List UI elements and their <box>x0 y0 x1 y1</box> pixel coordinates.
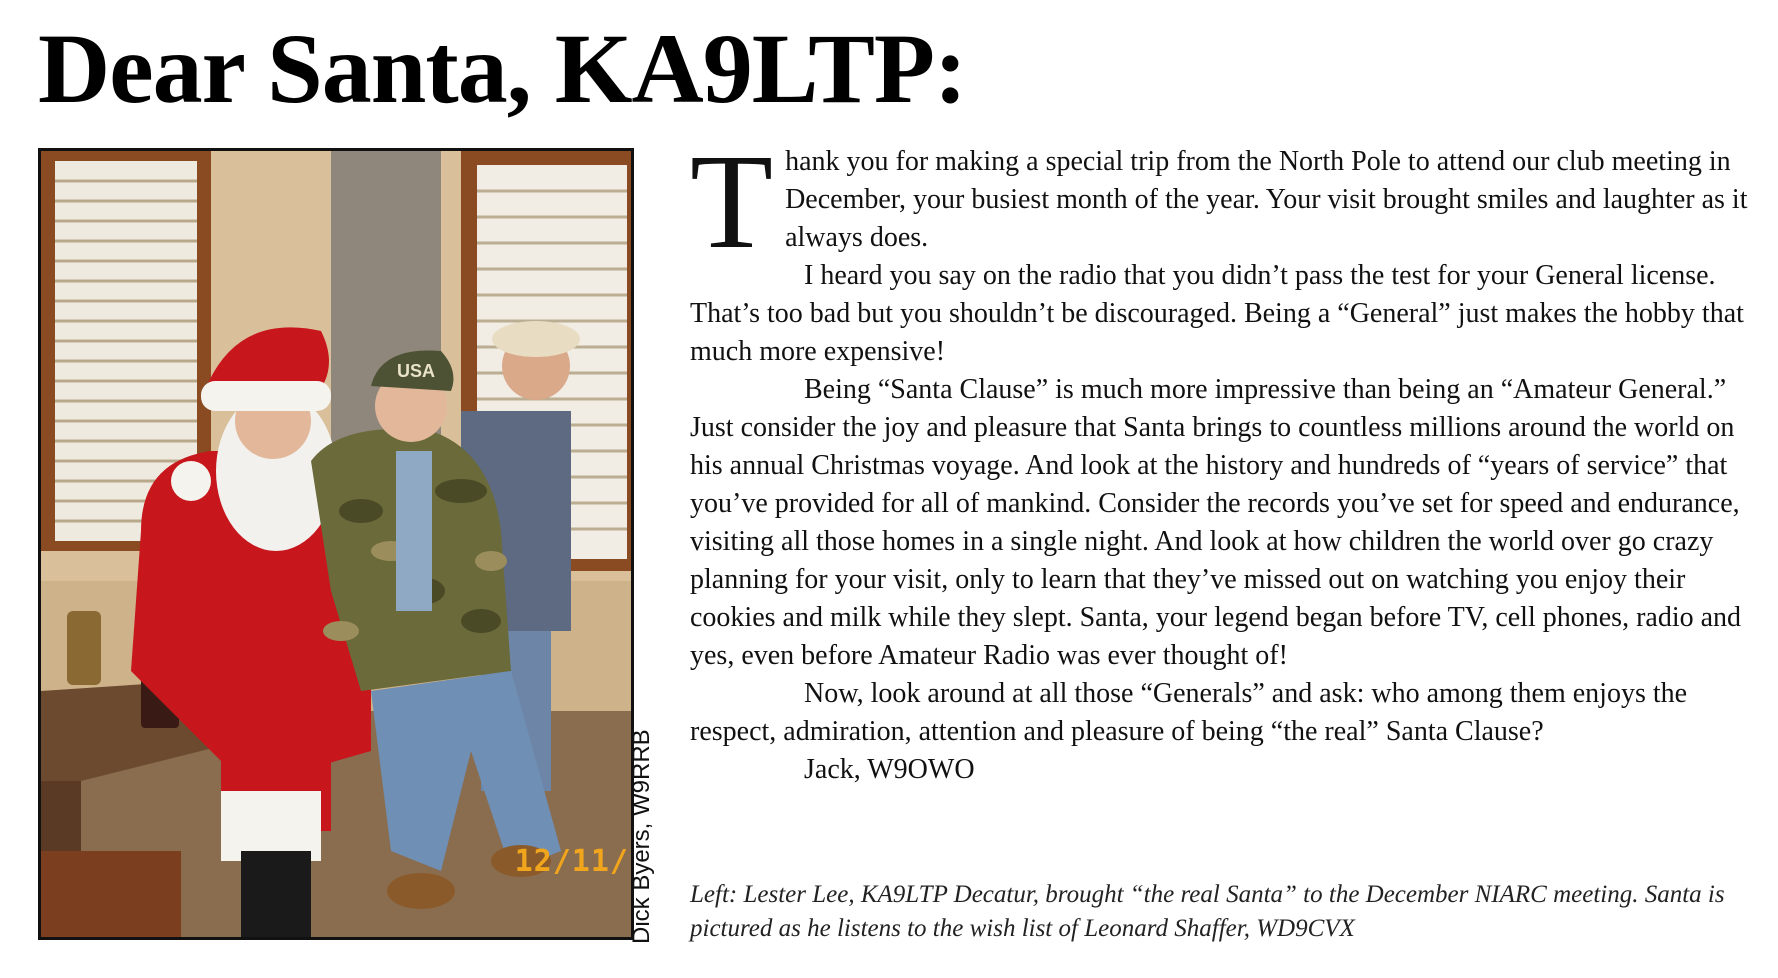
photo-credit: Dick Byers, W9RRB <box>628 729 655 944</box>
letter-body <box>690 127 1748 789</box>
letter-paragraph-4: Now, look around at all those “Generals” and ask: who among them enjoys the respect, admiration, attention and pleasure of being “the real” Santa Clause? <box>690 678 1688 747</box>
letter-paragraph-1-text: hank you for making a special trip from the North Pole to attend our club meeting in December, your busiest month of the year. Your visit brought smiles and laughter as it always does. <box>785 146 1748 253</box>
cap-text: USA <box>397 361 436 381</box>
drop-cap: T <box>690 127 774 277</box>
letter-paragraph-2: I heard you say on the radio that you didn’t pass the test for your General license. That’s too bad but you shouldn’t be discouraged. Being a “General” just makes the hobby that much more expensive! <box>690 260 1744 367</box>
letter-paragraph-1 <box>690 127 1748 277</box>
santa-photo <box>38 148 634 940</box>
photo-date-stamp: 12/11/ <box>514 844 629 879</box>
photo-caption: Left: Lester Lee, KA9LTP Decatur, brought “the real Santa” to the December NIARC meeting. Santa is pictured as he listens to the wish list of Leonard Shaffer, WD9CVX <box>690 881 1725 942</box>
letter-signature: Jack, W9OWO <box>804 754 975 785</box>
headline: Dear Santa, KA9LTP: <box>38 13 967 124</box>
letter-paragraph-3: Being “Santa Clause” is much more impressive than being an “Amateur General.” Just consider the joy and pleasure that Santa brings to countless millions around the world on his annual Christmas voyage. And look at the history and hundreds of “years of service” that you’ve provided for all of mankind. Consider the records you’ve set for speed and endurance, visiting all those homes in a single night. And look at how children the world over go crazy planning for your visit, only to learn that they’ve missed out on watching you enjoy their cookies and milk while they slept. Santa, your legend began before TV, cell phones, radio and yes, even before Amateur Radio was ever thought of! <box>690 374 1742 671</box>
photo-illustration <box>41 151 631 937</box>
